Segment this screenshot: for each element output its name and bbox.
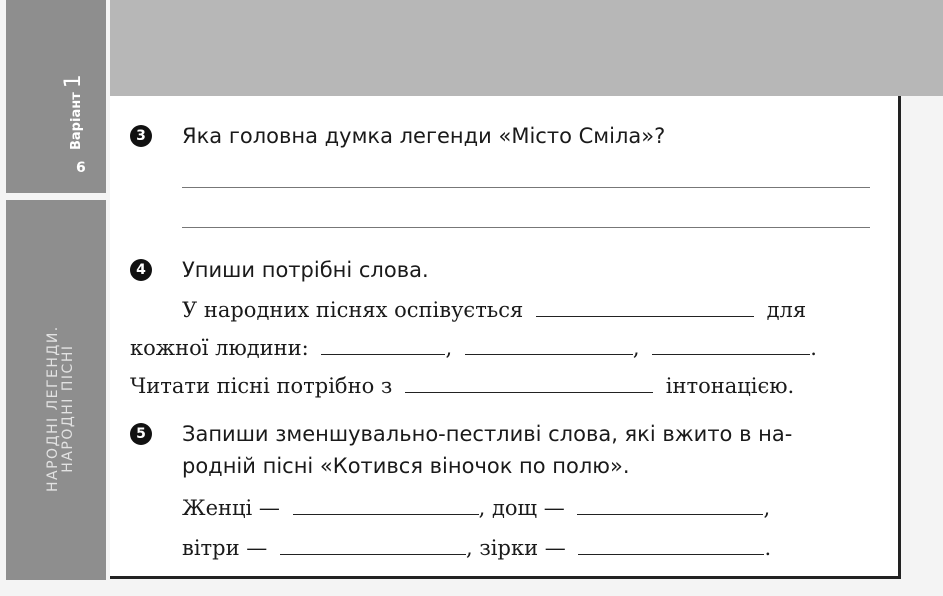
blank-5-3[interactable] <box>280 536 466 555</box>
page-number: 6 <box>76 160 86 176</box>
line-3-start: Читати пісні потрібно з <box>130 374 393 398</box>
task-4-line-2 <box>130 336 817 360</box>
blank-4-2[interactable] <box>321 336 445 355</box>
word-vitry: вітри — <box>182 536 268 560</box>
blank-5-4[interactable] <box>578 536 764 555</box>
variant-label <box>61 74 87 150</box>
task-3-text: Яка головна думка легенди «Місто Сміла»? <box>182 124 666 148</box>
period-2: . <box>764 536 772 560</box>
task-5-row-2 <box>182 536 771 560</box>
task-4-question <box>130 258 429 282</box>
task-5-text-1: Запиши зменшувально-пестливі слова, які вжито в на- <box>182 422 793 446</box>
worksheet-panel <box>110 96 901 579</box>
blank-4-1[interactable] <box>536 298 754 317</box>
line-2-start: кожної людини: <box>130 336 309 360</box>
answer-line-2[interactable] <box>182 227 870 228</box>
sidebar-variant-block <box>6 0 106 193</box>
blank-5-1[interactable] <box>293 496 479 515</box>
task-5-text-2: родній пісні «Котився віночок по полю». <box>182 454 630 478</box>
word-doshch: дощ — <box>491 496 565 520</box>
topic-line-1: НАРОДНІ ЛЕГЕНДИ. <box>45 325 61 492</box>
sidebar-topic-block <box>6 200 106 580</box>
topic-line-2: НАРОДНІ ПІСНІ <box>60 344 76 473</box>
comma-5: , <box>465 536 473 560</box>
comma-2: , <box>632 336 640 360</box>
task-4-text: Упиши потрібні слова. <box>182 258 429 282</box>
header-band <box>110 0 943 96</box>
period-1: . <box>810 336 817 360</box>
line-1-start: У народних піснях оспівується <box>182 298 524 322</box>
variant-number: 1 <box>61 74 86 89</box>
task-3-number: 3 <box>130 125 152 147</box>
blank-4-3[interactable] <box>465 336 633 355</box>
answer-line-1[interactable] <box>182 187 870 188</box>
topic-label <box>46 325 76 492</box>
variant-text: Варіант <box>69 92 84 150</box>
word-zhentsi: Женці — <box>182 496 280 520</box>
task-5-row-1 <box>182 496 770 520</box>
task-4-number: 4 <box>130 259 152 281</box>
task-3-question <box>130 124 665 148</box>
task-4-line-1 <box>182 298 806 322</box>
comma-3: , <box>478 496 486 520</box>
task-5-number: 5 <box>130 423 152 445</box>
blank-5-2[interactable] <box>577 496 763 515</box>
comma-4: , <box>763 496 771 520</box>
blank-4-4[interactable] <box>652 336 810 355</box>
line-1-end: для <box>766 298 807 322</box>
comma-1: , <box>445 336 453 360</box>
line-3-end: інтонацією. <box>665 374 795 398</box>
task-4-line-3 <box>130 374 794 398</box>
word-zirky: зірки — <box>479 536 566 560</box>
blank-4-5[interactable] <box>405 374 653 393</box>
task-5-question <box>130 422 792 446</box>
